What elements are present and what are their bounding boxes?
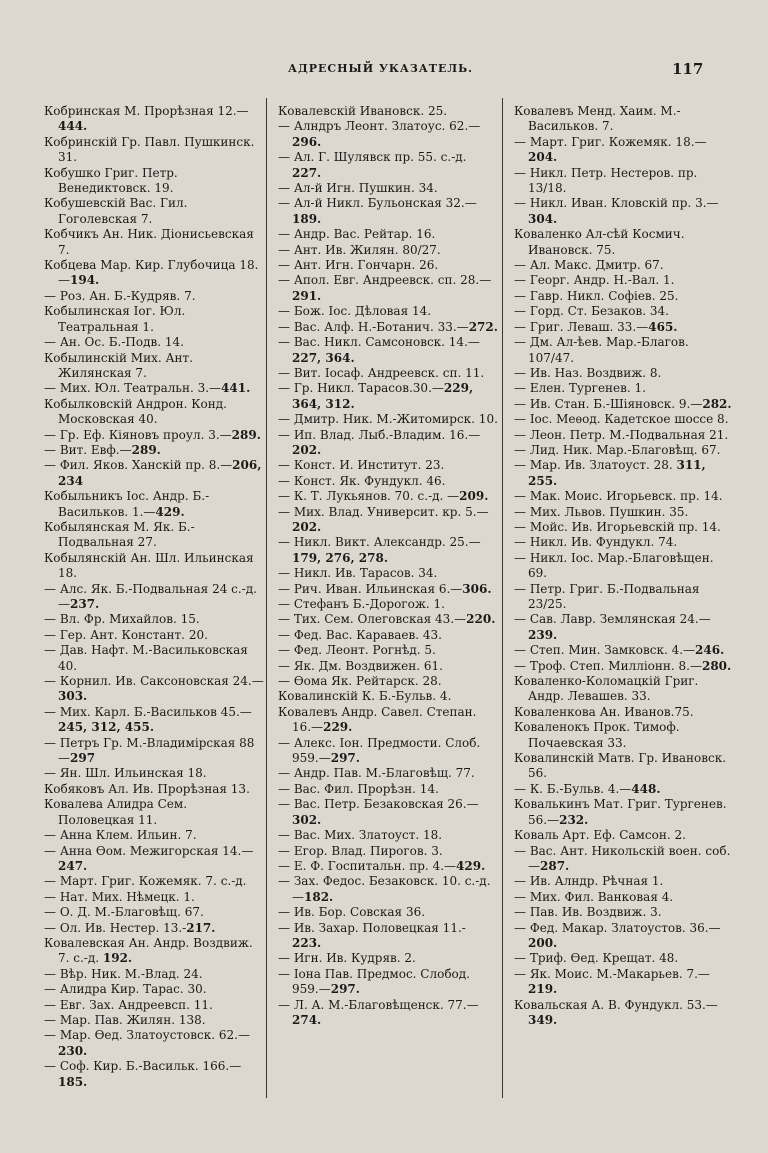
directory-entry: — Март. Григ. Кожемяк. 7. с.-д. — [44, 874, 247, 889]
directory-entry: — Гр. Еф. Кіяновъ проул. 3.—289. — [44, 427, 261, 442]
directory-entry: — Никл. Петр. Нестеров. пр. 13/18. — [514, 165, 702, 196]
directory-entry: — Мак. Моис. Игорьевск. пр. 14. — [514, 489, 723, 504]
directory-entry: — Андр. Вас. Рейтар. 16. — [278, 227, 436, 242]
directory-entry: — Як. Дм. Воздвижен. 61. — [278, 658, 443, 673]
directory-entry: — Мих. Фил. Ванковая 4. — [514, 889, 674, 904]
directory-entry: Коваленко Ал-сѣй Космич. Ивановск. 75. — [514, 227, 689, 257]
directory-entry: — Игн. Ив. Кудряв. 2. — [278, 951, 416, 966]
directory-entry: Ковалевъ Менд. Хаим. М.-Васильков. 7. — [514, 104, 681, 134]
directory-entry: — Ив. Алндр. Рѣчная 1. — [514, 874, 664, 889]
directory-entry: Коваль Арт. Еф. Самсон. 2. — [514, 828, 686, 843]
directory-entry: — Рич. Иван. Ильинская 6.—306. — [278, 581, 492, 596]
directory-entry: Ковалинскій К. Б.-Бульв. 4. — [278, 689, 452, 704]
directory-entry: — Вас. Петр. Безаковская 26.—302. — [278, 797, 479, 827]
directory-entry: — Ив. Стан. Б.-Шіяновск. 9.—282. — [514, 396, 732, 411]
column-left — [44, 104, 264, 1090]
directory-entry: — Леон. Петр. М.-Подвальная 21. — [514, 427, 729, 442]
directory-entry: — Нат. Мих. Нѣмецк. 1. — [44, 889, 195, 904]
directory-entry: Кобушко Григ. Петр. Венедиктовск. 19. — [44, 165, 182, 196]
directory-entry: Кобылинскій Мих. Ант. Жилянская 7. — [44, 350, 197, 380]
directory-entry: — Вас. Алф. Н.-Ботанич. 33.—272. — [278, 319, 498, 334]
column-rule-right — [502, 98, 503, 1098]
directory-entry: — Никл. Іос. Мар.-Благовѣщен. 69. — [514, 550, 718, 581]
directory-entry: — Ал-й Игн. Пушкин. 34. — [278, 181, 438, 196]
directory-entry: — Вѣр. Ник. М.-Влад. 24. — [44, 966, 203, 981]
page-number: 117 — [672, 60, 704, 78]
directory-entry: — Вас. Никл. Самсоновск. 14.—227, 364. — [278, 335, 480, 365]
directory-entry: — Анна Клем. Ильин. 7. — [44, 828, 197, 843]
directory-entry: — Іос. Меѳод. Кадетское шоссе 8. — [514, 412, 729, 427]
directory-entry: — Конст. И. Институт. 23. — [278, 458, 445, 473]
directory-entry: — Дмитр. Ник. М.-Житомирск. 10. — [278, 412, 498, 427]
directory-entry: Коваленко-Коломацкій Григ. Андр. Левашев. 33. — [514, 674, 703, 704]
directory-entry: — Гавр. Никл. Софіев. 25. — [514, 288, 679, 303]
directory-entry: — Вас. Мих. Златоуст. 18. — [278, 828, 443, 843]
directory-entry: Кобылковскій Андрон. Конд. Московская 40. — [44, 396, 231, 427]
directory-entry: — Никл. Иван. Кловскій пр. 3.—304. — [514, 196, 719, 226]
column-middle — [278, 104, 498, 1028]
directory-entry: — Никл. Ив. Тарасов. 34. — [278, 566, 438, 581]
directory-entry: — Ян. Шл. Ильинская 18. — [44, 766, 207, 781]
directory-entry: — Вас. Фил. Прорѣзн. 14. — [278, 781, 439, 796]
directory-entry: — Ал-й Никл. Бульонская 32.—189. — [278, 196, 477, 226]
directory-entry: Ковалева Алидра Сем. Половецкая 11. — [44, 797, 191, 827]
directory-entry: Кобяковъ Ал. Ив. Прорѣзная 13. — [44, 781, 250, 796]
directory-entry: — Сав. Лавр. Землянская 24.—239. — [514, 612, 711, 642]
directory-entry: — Апол. Евг. Андреевск. сп. 28.—291. — [278, 273, 492, 303]
directory-entry: — Никл. Ив. Фундукл. 74. — [514, 535, 678, 550]
directory-entry: — Пав. Ив. Воздвиж. 3. — [514, 905, 662, 920]
column-rule-left — [266, 98, 267, 1098]
column-right — [514, 104, 734, 1028]
directory-entry: — Елен. Тургенев. 1. — [514, 381, 646, 396]
directory-entry: — Гр. Никл. Тарасов.30.—229, 364, 312. — [278, 381, 478, 411]
directory-entry: — Никл. Викт. Александр. 25.—179, 276, 278. — [278, 535, 481, 565]
directory-entry: — Фед. Макар. Златоустов. 36.—200. — [514, 920, 721, 950]
directory-entry: — Григ. Леваш. 33.—465. — [514, 319, 678, 334]
directory-entry: — Ол. Ив. Нестер. 13.-217. — [44, 920, 216, 935]
directory-entry: — Мих. Львов. Пушкин. 35. — [514, 504, 689, 519]
directory-entry: — Георг. Андр. Н.-Вал. 1. — [514, 273, 675, 288]
directory-entry: — Ип. Влад. Лыб.-Владим. 16.—202. — [278, 427, 481, 457]
directory-entry: — Дм. Ал-ѣев. Мар.-Благов. 107/47. — [514, 335, 693, 365]
directory-entry: — Тих. Сем. Олеговская 43.—220. — [278, 612, 496, 627]
directory-entry: Ковальская А. В. Фундукл. 53.—349. — [514, 997, 718, 1027]
directory-entry: Кобылянская М. Як. Б.-Подвальная 27. — [44, 519, 195, 550]
directory-entry: — К. Б.-Бульв. 4.—448. — [514, 781, 661, 796]
directory-entry: — Зах. Федос. Безаковск. 10. с.-д.—182. — [278, 874, 491, 904]
directory-entry: — Ив. Наз. Воздвиж. 8. — [514, 365, 662, 380]
directory-entry: — Алндръ Леонт. Златоус. 62.—296. — [278, 119, 481, 149]
directory-entry: — Дав. Нафт. М.-Васильковская 40. — [44, 643, 252, 673]
directory-entry: — Мих. Влад. Университ. кр. 5.—202. — [278, 504, 489, 534]
directory-entry: — Як. Моис. М.-Макарьев. 7.—219. — [514, 966, 710, 997]
directory-entry: Ковалевская Ан. Андр. Воздвиж. 7. с.-д. 192. — [44, 935, 257, 966]
directory-entry: — О. Д. М.-Благовѣщ. 67. — [44, 905, 204, 920]
directory-entry: — Е. Ф. Госпитальн. пр. 4.—429. — [278, 858, 486, 873]
directory-entry: Кобыльникъ Іос. Андр. Б.-Васильков. 1.—429. — [44, 489, 210, 519]
directory-entry: — Л. А. М.-Благовѣщенск. 77.—274. — [278, 997, 479, 1027]
directory-entry: Кобылинская Іог. Юл. Театральная 1. — [44, 304, 190, 334]
directory-entry: Ковалевскій Ивановск. 25. — [278, 104, 448, 118]
directory-entry: — Ал. Макс. Дмитр. 67. — [514, 258, 664, 273]
directory-entry: Кобринская М. Прорѣзная 12.—444. — [44, 104, 249, 134]
directory-entry: — Анна Ѳом. Межигорская 14.—247. — [44, 843, 254, 873]
directory-entry: — Мих. Юл. Театральн. 3.—441. — [44, 381, 251, 396]
directory-entry: — Вас. Ант. Никольскій воен. соб.—287. — [514, 843, 731, 873]
directory-entry: — Ив. Бор. Совская 36. — [278, 905, 426, 920]
directory-entry: — Корнил. Ив. Саксоновская 24.—303. — [44, 674, 264, 704]
directory-entry: — Ѳома Як. Рейтарск. 28. — [278, 674, 442, 689]
directory-entry: — Мар. Ѳед. Златоустовск. 62.—230. — [44, 1028, 250, 1058]
directory-entry: — Гер. Ант. Констант. 20. — [44, 627, 208, 642]
directory-entry: — Евг. Зах. Андреевсп. 11. — [44, 997, 213, 1012]
directory-entry: — Петръ Гр. М.-Владимірская 88 —297 — [44, 735, 259, 766]
running-header: АДРЕСНЫЙ УКАЗАТЕЛЬ. — [288, 62, 473, 75]
directory-entry: — Роз. Ан. Б.-Кудряв. 7. — [44, 288, 196, 303]
directory-entry: — Горд. Ст. Безаков. 34. — [514, 304, 669, 319]
directory-entry: Кобчикъ Ан. Ник. Діонисьевская 7. — [44, 227, 258, 257]
directory-entry: — Конст. Як. Фундукл. 46. — [278, 473, 446, 488]
directory-entry: — Іона Пав. Предмос. Слобод. 959.—297. — [278, 966, 474, 997]
directory-entry: — Бож. Іос. Дѣловая 14. — [278, 304, 432, 319]
directory-entry: — Степ. Мин. Замковск. 4.—246. — [514, 643, 725, 658]
directory-entry: — Алекс. Іон. Предмости. Слоб. 959.—297. — [278, 735, 485, 766]
directory-entry: — Ант. Ив. Жилян. 80/27. — [278, 242, 441, 257]
directory-entry: — Вл. Фр. Михайлов. 15. — [44, 612, 200, 627]
directory-entry: — Алс. Як. Б.-Подвальная 24 с.-д.—237. — [44, 581, 257, 611]
directory-entry: — Соф. Кир. Б.-Васильк. 166.—185. — [44, 1059, 242, 1089]
directory-entry: — Мих. Карл. Б.-Васильков 45.—245, 312, 455. — [44, 704, 252, 735]
directory-entry: — Ив. Захар. Половецкая 11.- 223. — [278, 920, 470, 950]
directory-entry: — Троф. Степ. Милліонн. 8.—280. — [514, 658, 732, 673]
directory-entry: — Март. Григ. Кожемяк. 18.—204. — [514, 134, 707, 165]
directory-entry: — Мар. Пав. Жилян. 138. — [44, 1012, 206, 1027]
directory-entry: — Петр. Григ. Б.-Подвальная 23/25. — [514, 581, 704, 611]
directory-entry: Кобушевскій Вас. Гил. Гоголевская 7. — [44, 196, 192, 226]
directory-entry: — Мар. Ив. Златоуст. 28. 311, 255. — [514, 458, 710, 488]
directory-entry: — Вит. Іосаф. Андреевск. сп. 11. — [278, 365, 485, 380]
directory-entry: — Ант. Игн. Гончарн. 26. — [278, 258, 439, 273]
directory-entry: — К. Т. Лукьянов. 70. с.-д. —209. — [278, 489, 489, 504]
directory-entry: Коваленкова Ан. Иванов.75. — [514, 704, 694, 719]
directory-entry: Ковалевъ Андр. Савел. Степан. 16.—229. — [278, 704, 481, 735]
directory-entry: Коваленокъ Прок. Тимоф. Почаевская 33. — [514, 720, 684, 750]
directory-entry: Кобылянскій Ан. Шл. Ильинская 18. — [44, 550, 258, 581]
directory-entry: — Мойс. Ив. Игорьевскій пр. 14. — [514, 519, 721, 534]
directory-entry: Кобцева Мар. Кир. Глубочица 18.—194. — [44, 258, 259, 288]
directory-entry: Ковалинскій Матв. Гр. Ивановск. 56. — [514, 751, 730, 781]
directory-entry: — Триф. Ѳед. Крещат. 48. — [514, 951, 679, 966]
directory-entry: — Фил. Яков. Ханскій пр. 8.—206, 234 — [44, 458, 266, 488]
directory-entry: Ковалькинъ Мат. Григ. Тургенев. 56.—232. — [514, 797, 731, 827]
directory-entry: — Стефанъ Б.-Дорогож. 1. — [278, 597, 445, 611]
directory-entry: — Фед. Вас. Караваев. 43. — [278, 627, 442, 642]
directory-entry: — Вит. Евф.—289. — [44, 442, 161, 457]
directory-entry: — Фед. Леонт. Рогнѣд. 5. — [278, 643, 436, 658]
directory-entry: Кобринскій Гр. Павл. Пушкинск. 31. — [44, 134, 259, 165]
directory-entry: — Егор. Влад. Пирогов. 3. — [278, 843, 443, 858]
directory-entry: — Ан. Ос. Б.-Подв. 14. — [44, 335, 184, 350]
directory-entry: — Ал. Г. Шулявск пр. 55. с.-д. 227. — [278, 150, 471, 180]
directory-entry: — Лид. Ник. Мар.-Благовѣщ. 67. — [514, 442, 721, 457]
directory-entry: — Андр. Пав. М.-Благовѣщ. 77. — [278, 766, 475, 781]
directory-entry: — Алидра Кир. Тарас. 30. — [44, 982, 207, 997]
